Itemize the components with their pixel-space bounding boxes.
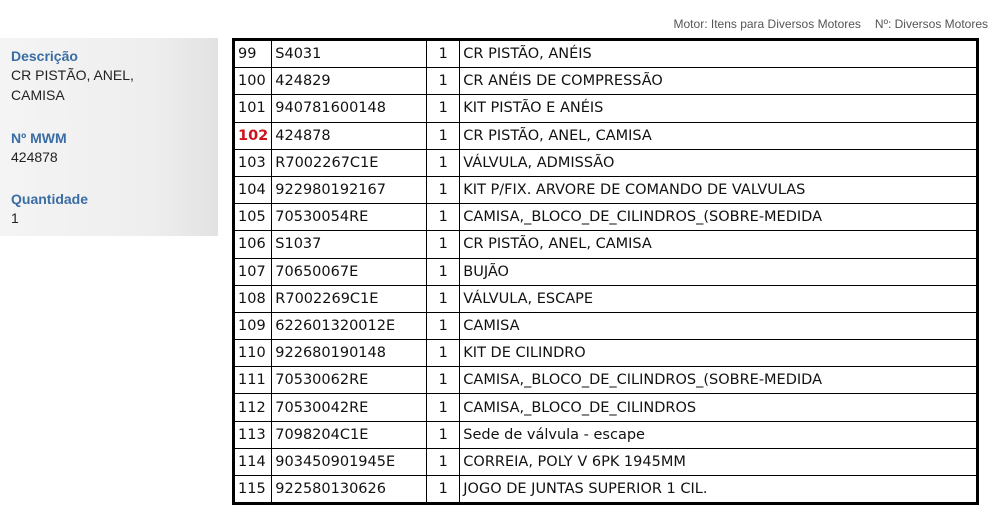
item-number-cell: 103 (234, 149, 272, 176)
quantity-cell: 1 (427, 176, 460, 203)
table-row[interactable] (234, 367, 978, 394)
parts-table (232, 38, 979, 505)
description-cell: CAMISA,_BLOCO_DE_CILINDROS (460, 394, 978, 421)
part-code-cell: 7098204C1E (272, 421, 427, 448)
quantity-cell: 1 (427, 476, 460, 504)
table-row[interactable] (234, 448, 978, 475)
item-number-cell: 106 (234, 231, 272, 258)
description-cell: CR PISTÃO, ANEL, CAMISA (460, 122, 978, 149)
description-cell: VÁLVULA, ADMISSÃO (460, 149, 978, 176)
item-number-cell: 102 (234, 122, 272, 149)
quantity-cell: 1 (427, 367, 460, 394)
quantity-cell: 1 (427, 122, 460, 149)
item-number-cell: 114 (234, 448, 272, 475)
table-row[interactable] (234, 394, 978, 421)
table-row[interactable] (234, 340, 978, 367)
part-code-cell: 922980192167 (272, 176, 427, 203)
table-row[interactable] (234, 285, 978, 312)
quantity-cell: 1 (427, 285, 460, 312)
table-row[interactable] (234, 95, 978, 122)
table-row[interactable] (234, 68, 978, 95)
item-number-cell: 113 (234, 421, 272, 448)
table-row[interactable] (234, 176, 978, 203)
quantity-cell: 1 (427, 231, 460, 258)
quantity-field (0, 191, 171, 228)
part-code-cell: 424829 (272, 68, 427, 95)
description-cell: BUJÃO (460, 258, 978, 285)
table-row[interactable] (234, 231, 978, 258)
part-code-cell: 70530054RE (272, 204, 427, 231)
quantity-cell: 1 (427, 149, 460, 176)
description-cell: KIT PISTÃO E ANÉIS (460, 95, 978, 122)
part-code-cell: 940781600148 (272, 95, 427, 122)
description-cell: KIT DE CILINDRO (460, 340, 978, 367)
details-panel (0, 38, 218, 236)
part-code-cell: S4031 (272, 40, 427, 68)
part-code-cell: R7002269C1E (272, 285, 427, 312)
part-code-cell: 903450901945E (272, 448, 427, 475)
description-cell: CORREIA, POLY V 6PK 1945MM (460, 448, 978, 475)
quantity-cell: 1 (427, 204, 460, 231)
number-text: Nº: Diversos Motores (874, 17, 988, 31)
part-code-cell: 70650067E (272, 258, 427, 285)
table-row[interactable] (234, 312, 978, 339)
table-row[interactable] (234, 204, 978, 231)
description-value: CR PISTÃO, ANEL, CAMISA (11, 67, 134, 103)
description-cell: Sede de válvula - escape (460, 421, 978, 448)
description-cell: KIT P/FIX. ARVORE DE COMANDO DE VALVULAS (460, 176, 978, 203)
quantity-cell: 1 (427, 394, 460, 421)
description-cell: CR PISTÃO, ANEL, CAMISA (460, 231, 978, 258)
item-number-cell: 115 (234, 476, 272, 504)
item-number-cell: 101 (234, 95, 272, 122)
item-number-cell: 108 (234, 285, 272, 312)
part-code-cell: 70530062RE (272, 367, 427, 394)
quantity-cell: 1 (427, 40, 460, 68)
description-cell: CR PISTÃO, ANÉIS (460, 40, 978, 68)
item-number-cell: 109 (234, 312, 272, 339)
quantity-cell: 1 (427, 421, 460, 448)
quantity-cell: 1 (427, 340, 460, 367)
item-number-cell: 104 (234, 176, 272, 203)
table-row[interactable] (234, 40, 978, 68)
item-number-cell: 110 (234, 340, 272, 367)
item-number-cell: 99 (234, 40, 272, 68)
description-cell: CAMISA,_BLOCO_DE_CILINDROS_(SOBRE-MEDIDA (460, 367, 978, 394)
part-code-cell: R7002267C1E (272, 149, 427, 176)
quantity-cell: 1 (427, 68, 460, 95)
quantity-value: 1 (11, 210, 19, 226)
header-info (674, 17, 988, 31)
part-code-cell: 424878 (272, 122, 427, 149)
description-label: Descrição (11, 48, 78, 64)
description-cell: JOGO DE JUNTAS SUPERIOR 1 CIL. (460, 476, 978, 504)
part-code-cell: 922680190148 (272, 340, 427, 367)
description-cell: VÁLVULA, ESCAPE (460, 285, 978, 312)
quantity-cell: 1 (427, 312, 460, 339)
mwm-field (0, 130, 171, 167)
table-row[interactable] (234, 149, 978, 176)
quantity-cell: 1 (427, 258, 460, 285)
description-cell: CR ANÉIS DE COMPRESSÃO (460, 68, 978, 95)
description-field (0, 48, 171, 105)
quantity-cell: 1 (427, 95, 460, 122)
item-number-cell: 100 (234, 68, 272, 95)
table-row[interactable] (234, 258, 978, 285)
table-row[interactable] (234, 421, 978, 448)
quantity-cell: 1 (427, 448, 460, 475)
part-code-cell: 622601320012E (272, 312, 427, 339)
part-code-cell: S1037 (272, 231, 427, 258)
table-row[interactable] (234, 122, 978, 149)
description-cell: CAMISA (460, 312, 978, 339)
item-number-cell: 111 (234, 367, 272, 394)
part-code-cell: 922580130626 (272, 476, 427, 504)
quantity-label: Quantidade (11, 191, 89, 207)
mwm-label: Nº MWM (11, 130, 67, 146)
parts-table-body (234, 40, 978, 504)
part-code-cell: 70530042RE (272, 394, 427, 421)
motor-text: Motor: Itens para Diversos Motores (673, 17, 861, 31)
item-number-cell: 112 (234, 394, 272, 421)
mwm-value: 424878 (11, 149, 58, 165)
item-number-cell: 105 (234, 204, 272, 231)
item-number-cell: 107 (234, 258, 272, 285)
table-row[interactable] (234, 476, 978, 504)
description-cell: CAMISA,_BLOCO_DE_CILINDROS_(SOBRE-MEDIDA (460, 204, 978, 231)
